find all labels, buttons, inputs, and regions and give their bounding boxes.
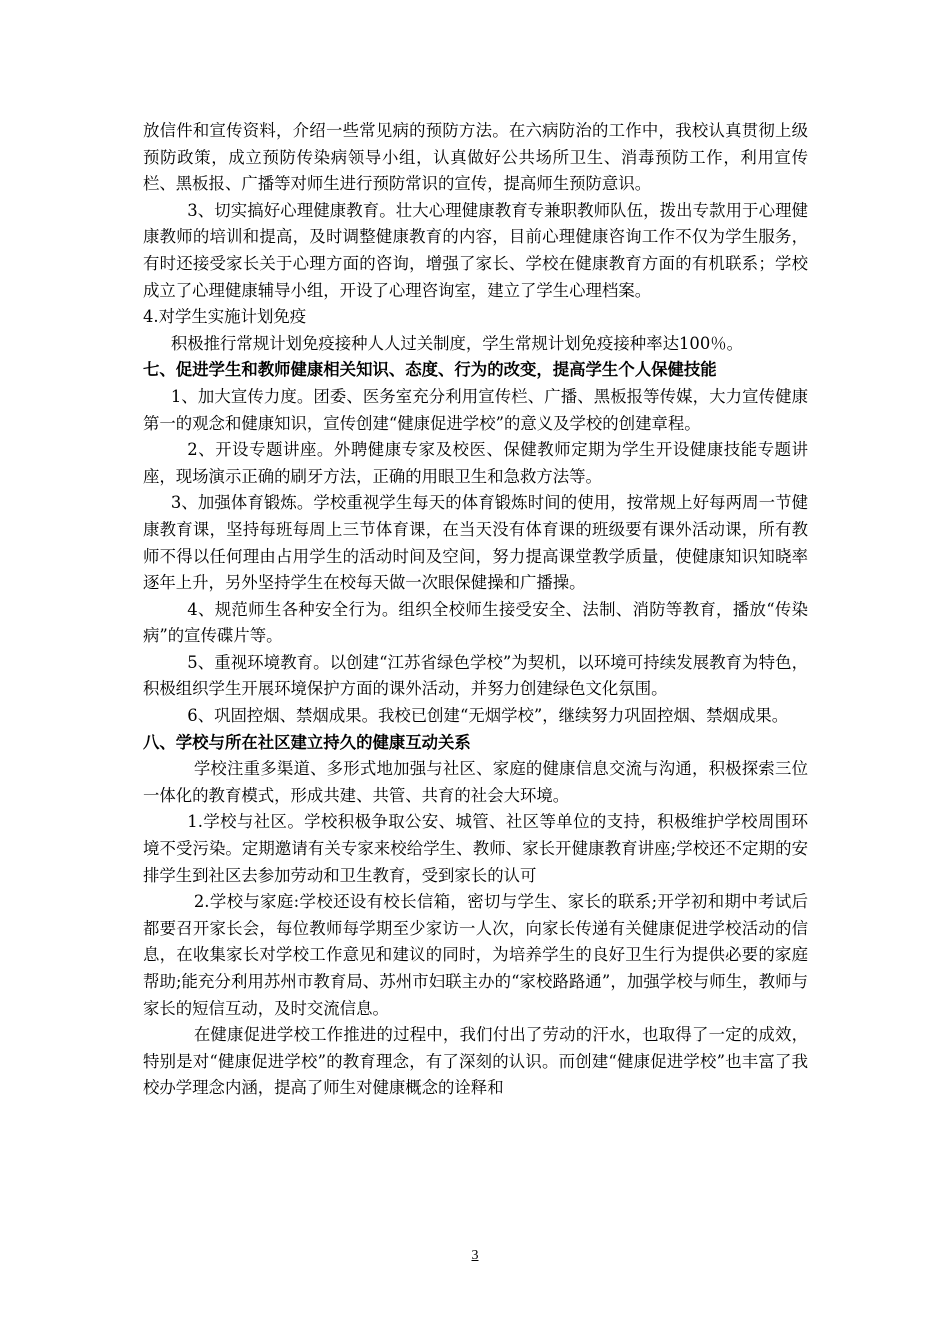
paragraph-prevention: 放信件和宣传资料，介绍一些常见病的预防方法。在六病防治的工作中，我校认真贯彻上级预防政策，成立预防传染病领导小组，认真做好公共场所卫生、消毒预防工作，利用宣传栏、黑板报、广播等对师生进行预防常识的宣传，提高师生预防意识。	[143, 121, 808, 194]
paragraph-conclusion: 在健康促进学校工作推进的过程中，我们付出了劳动的汗水，也取得了一定的成效，特别是对“健康促进学校”的教育理念，有了深刻的认识。而创建“健康促进学校”也丰富了我校办学理念内涵，提高了师生对健康概念的诠释和	[143, 1025, 808, 1098]
paragraph-mental-health: 3、切实搞好心理健康教育。壮大心理健康教育专兼职教师队伍，拨出专款用于心理健康教师的培训和提高，及时调整健康教育的内容，目前心理健康咨询工作不仅为学生服务，有时还接受家长关于心理方面的咨询，增强了家长、学校在健康教育方面的有机联系；学校成立了心理健康辅导小组，开设了心理咨询室，建立了学生心理档案。	[143, 200, 808, 300]
paragraph-environment: 5、重视环境教育。以创建“江苏省绿色学校”为契机，以环境可持续发展教育为特色，积极组织学生开展环境保护方面的课外活动，并努力创建绿色文化氛围。	[143, 652, 808, 699]
paragraph-school-community: 1.学校与社区。学校积极争取公安、城管、社区等单位的支持，积极维护学校周围环境不受污染。定期邀请有关专家来校给学生、教师、家长开健康教育讲座;学校还不定期的安排学生到社区去参加劳动和卫生教育，受到家长的认可	[143, 812, 808, 885]
page-number-text: 3	[471, 1248, 479, 1263]
paragraph-school-family: 2.学校与家庭:学校还设有校长信箱，密切与学生、家长的联系;开学初和期中考试后都要召开家长会，每位教师每学期至少家访一人次，向家长传递有关健康促进学校活动的信息，在收集家长对学校工作意见和建议的同时，为培养学生的良好卫生行为提供必要的家庭帮助;能充分利用苏州市教育局、苏州市妇联主办的“家校路路通”，加强学校与师生，教师与家长的短信互动，及时交流信息。	[143, 892, 808, 1018]
paragraph-community-intro: 学校注重多渠道、多形式地加强与社区、家庭的健康信息交流与沟通，积极探索三位一体化的教育模式，形成共建、共管、共育的社会大环境。	[143, 759, 808, 805]
section-heading-8: 八、学校与所在社区建立持久的健康互动关系	[143, 732, 471, 752]
paragraph-lectures: 2、开设专题讲座。外聘健康专家及校医、保健教师定期为学生开设健康技能专题讲座，现场演示正确的刷牙方法，正确的用眼卫生和急救方法等。	[143, 440, 808, 486]
subheading-immunization: 4.对学生实施计划免疫	[143, 307, 307, 327]
paragraph-physical-exercise: 3、加强体育锻炼。学校重视学生每天的体育锻炼时间的使用，按常规上好每两周一节健康教育课，坚持每班每周上三节体育课，在当天没有体育课的班级要有课外活动课，所有教师不得以任何理由占用学生的活动时间及空间，努力提高课堂教学质量，使健康知识知晓率逐年上升，另外坚持学生在校每天做一次眼保健操和广播操。	[143, 493, 808, 593]
paragraph-safety: 4、规范师生各种安全行为。组织全校师生接受安全、法制、消防等教育，播放“传染病”的宣传碟片等。	[143, 599, 808, 646]
document-body	[143, 118, 808, 1102]
paragraph-smoking: 6、巩固控烟、禁烟成果。我校已创建“无烟学校”，继续努力巩固控烟、禁烟成果。	[187, 706, 789, 726]
section-heading-7: 七、促进学生和教师健康相关知识、态度、行为的改变，提高学生个人保健技能	[143, 360, 717, 380]
paragraph-publicity: 1、加大宣传力度。团委、医务室充分利用宣传栏、广播、黑板报等传媒，大力宣传健康第一的观念和健康知识，宣传创建“健康促进学校”的意义及学校的创建章程。	[143, 386, 808, 433]
paragraph-immunization: 积极推行常规计划免疫接种人人过关制度，学生常规计划免疫接种率达100％。	[170, 333, 744, 353]
page-number	[0, 1248, 950, 1264]
